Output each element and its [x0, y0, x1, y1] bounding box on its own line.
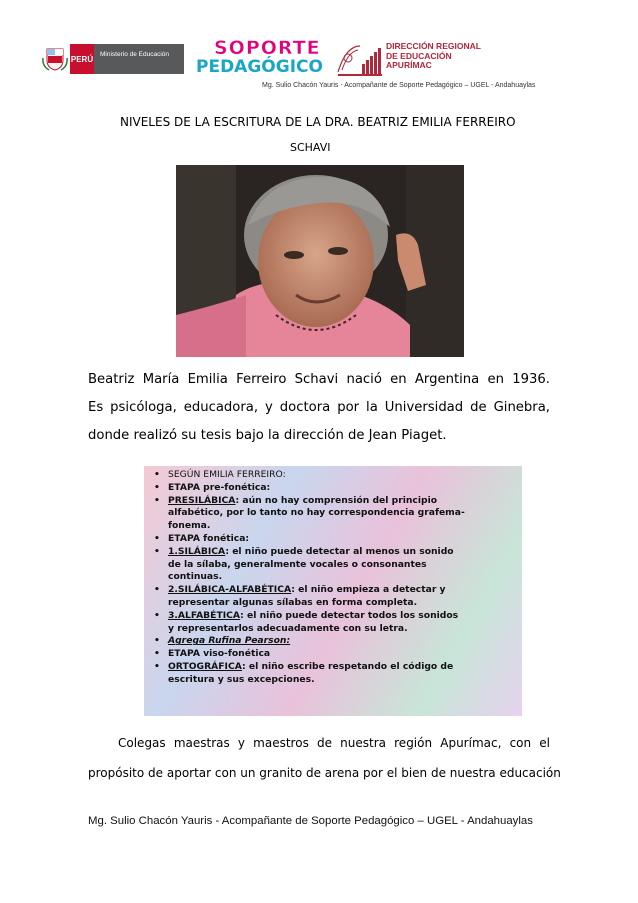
writing-levels-infographic	[144, 466, 522, 716]
pearson-note: Agrega Rufina Pearson:	[168, 635, 291, 647]
document-title: NIVELES DE LA ESCRITURA DE LA DRA. BEATRIZ EMILIA FERREIRO	[120, 115, 516, 129]
page-footer: Mg. Sulio Chacón Yauris - Acompañante de Soporte Pedagógico – UGEL - Andahuaylas	[88, 815, 533, 827]
level-label: 3.ALFABÉTICA	[168, 609, 241, 621]
stage-title: ETAPA viso-fonética	[168, 648, 271, 660]
soporte-pedagogico-logo	[196, 38, 331, 82]
biography-line: Es psicóloga, educadora, y doctora por la Universidad de Ginebra,	[88, 400, 550, 415]
ministry-logo	[40, 44, 184, 74]
level-label: 2.SILÁBICA-ALFABÉTICA	[168, 584, 292, 596]
header-note: Mg. Sulio Chacón Yauris - Acompañante de Soporte Pedagógico – UGEL - Andahuaylas	[262, 82, 536, 89]
biography-paragraph	[88, 366, 550, 450]
level-description-continued: fonema.	[168, 520, 211, 532]
list-item: • 1.SILÁBICA: el niño puede detectar al menos un sonido	[154, 545, 454, 557]
drea-name	[386, 42, 496, 71]
list-item: • SEGÚN EMILIA FERREIRO:	[154, 469, 286, 480]
list-item: • ETAPA pre-fonética:	[154, 481, 271, 493]
document-title-continued: SCHAVI	[290, 141, 331, 154]
stage-title: ETAPA fonética:	[168, 532, 250, 544]
peru-shield-icon	[40, 44, 70, 74]
program-name-line1: SOPORTE	[214, 37, 321, 59]
level-description: : el niño escribe respetando el código de	[242, 660, 454, 672]
closing-line: propósito de aportar con un granito de arena por el bien de nuestra educación	[88, 766, 561, 780]
level-description: : el niño puede detectar todos los sonidos	[240, 609, 459, 621]
level-description: : aún no hay comprensión del principio	[235, 494, 438, 506]
drea-name-line2: DE EDUCACIÓN	[386, 50, 452, 61]
level-description-continued: representar algunas sílabas en forma completa.	[168, 596, 418, 608]
closing-line: Colegas maestras y maestros de nuestra región Apurímac, con el	[118, 736, 550, 750]
drea-name-line1: DIRECCIÓN REGIONAL	[386, 41, 481, 51]
level-description-continued: y representarlos adecuadamente con su letra.	[168, 622, 408, 634]
level-description: : el niño empieza a detectar y	[291, 584, 446, 596]
portrait-photo	[176, 165, 464, 357]
list-item: • PRESILÁBICA: aún no hay comprensión del principio	[154, 494, 438, 506]
level-description-continued: alfabético, por lo tanto no hay correspondencia grafema-	[168, 507, 465, 519]
drea-name-line3: APURÍMAC	[386, 60, 432, 70]
stage-title: ETAPA pre-fonética:	[168, 481, 271, 493]
closing-paragraph	[88, 728, 561, 788]
level-label: ORTOGRÁFICA	[168, 660, 242, 672]
level-description: : el niño puede detectar al menos un sonido	[225, 545, 454, 557]
levels-heading: SEGÚN EMILIA FERREIRO:	[168, 469, 286, 480]
list-item: • ORTOGRÁFICA: el niño escribe respetando el código de	[154, 660, 454, 672]
ministry-name: Ministerio de Educación	[94, 44, 184, 74]
drea-emblem-icon	[336, 42, 384, 78]
program-name-line2: PEDAGÓGICO	[196, 57, 323, 77]
level-label: PRESILÁBICA	[168, 494, 236, 506]
list-item: • 3.ALFABÉTICA: el niño puede detectar todos los sonidos	[154, 609, 459, 621]
list-item: • ETAPA viso-fonética	[154, 648, 271, 660]
ministry-country: PERÚ	[70, 44, 94, 74]
level-description-continued: de la sílaba, generalmente vocales o consonantes	[168, 558, 427, 570]
level-description-continued: escritura y sus excepciones.	[168, 673, 315, 685]
list-item: • ETAPA fonética:	[154, 532, 250, 544]
list-item: • 2.SILÁBICA-ALFABÉTICA: el niño empieza a detectar y	[154, 584, 446, 596]
biography-line: Beatriz María Emilia Ferreiro Schavi nació en Argentina en 1936.	[88, 372, 550, 387]
level-description-continued: continuas.	[168, 571, 223, 583]
biography-line: donde realizó su tesis bajo la dirección de Jean Piaget.	[88, 428, 447, 443]
level-label: 1.SILÁBICA	[168, 545, 226, 557]
list-item: • Agrega Rufina Pearson:	[154, 635, 291, 647]
